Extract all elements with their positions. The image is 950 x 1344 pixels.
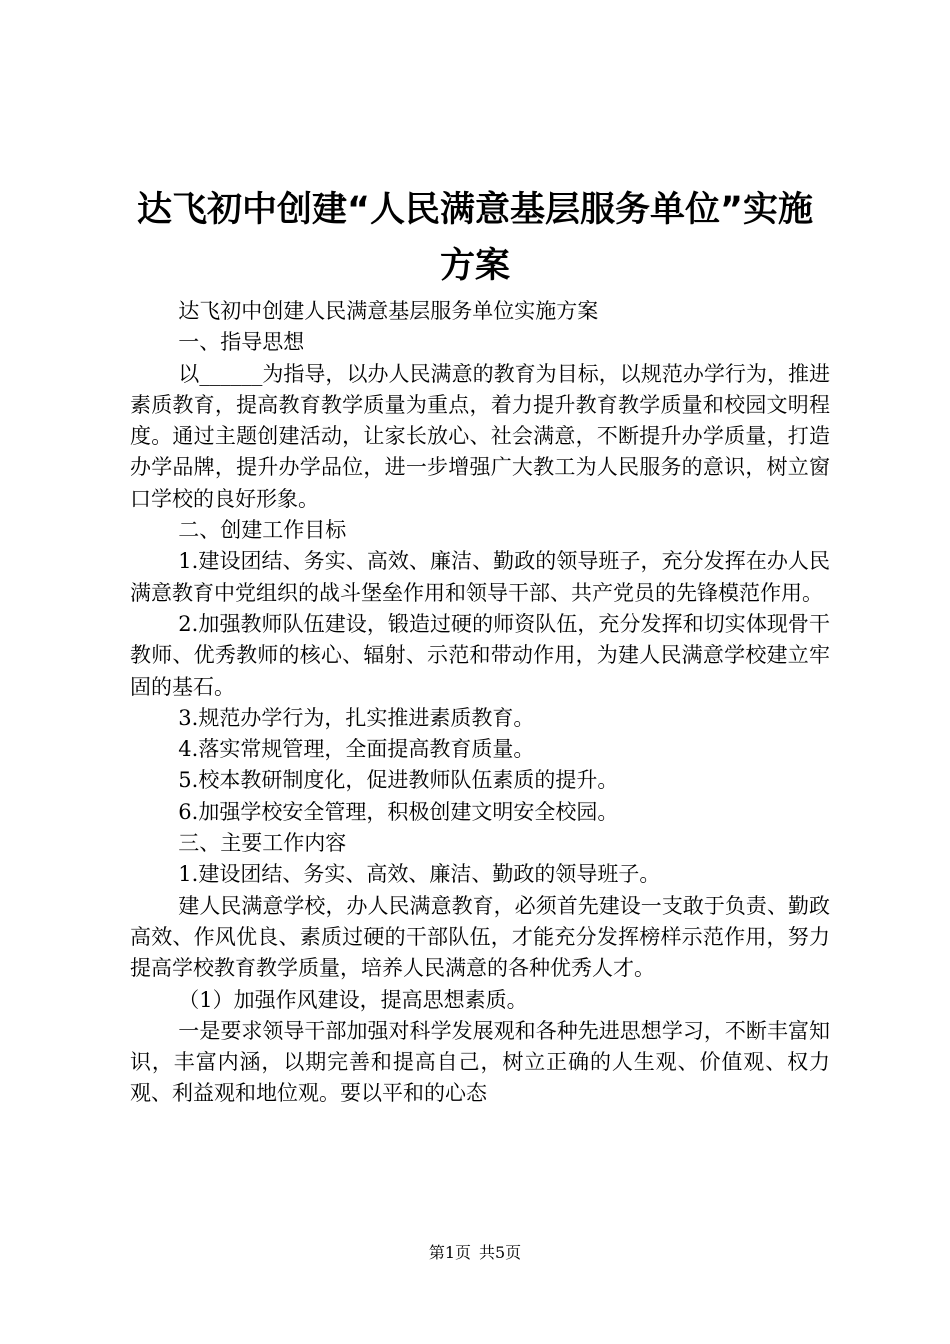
document-title-line-2: 方案 [439, 246, 510, 286]
list-item: 6.加强学校安全管理，积极创建文明安全校园。 [178, 799, 619, 824]
sub-heading: （1）加强作风建设，提高思想素质。 [178, 987, 528, 1012]
body-paragraph: 建人民满意学校，办人民满意教育，必须首先建设一支敢于负责、勤政高效、作风优良、素质过硬的干部队伍，才能充分发挥榜样示范作用，努力提高学校教育教学质量，培养人民满意的各种优秀人才。 [130, 893, 830, 981]
section-heading: 二、创建工作目标 [178, 518, 347, 543]
list-item: 2.加强教师队伍建设，锻造过硬的师资队伍，充分发挥和切实体现骨干教师、优秀教师的核心、辐射、示范和带动作用，为建人民满意学校建立牢固的基石。 [130, 611, 830, 699]
list-item: 4.落实常规管理，全面提高教育质量。 [178, 737, 535, 762]
page-total: 共5页 [479, 1243, 522, 1262]
body-paragraph: 以______为指导，以办人民满意的教育为目标，以规范办学行为，推进素质教育，提高教育教学质量为重点，着力提升教育教学质量和校园文明程度。通过主题创建活动，让家长放心、社会满意，不断提升办学质量，打造办学品牌，提升办学品位，进一步增强广大教工为人民服务的意识，树立窗口学校的良好形象。 [130, 361, 830, 511]
page-footer [0, 1242, 950, 1264]
section-heading: 一、指导思想 [178, 330, 305, 355]
list-item: 1.建设团结、务实、高效、廉洁、勤政的领导班子，充分发挥在办人民满意教育中党组织的战斗堡垒作用和领导干部、共产党员的先锋模范作用。 [130, 549, 830, 605]
body-paragraph: 一是要求领导干部加强对科学发展观和各种先进思想学习，不断丰富知识，丰富内涵，以期完善和提高自己，树立正确的人生观、价值观、权力观、利益观和地位观。要以平和的心态 [130, 1018, 830, 1106]
page-number: 第1页 [428, 1243, 471, 1262]
list-item: 3.规范办学行为，扎实推进素质教育。 [178, 705, 535, 730]
list-item: 1.建设团结、务实、高效、廉洁、勤政的领导班子。 [178, 862, 661, 887]
document-body [130, 296, 830, 1110]
list-item: 5.校本教研制度化，促进教师队伍素质的提升。 [178, 768, 619, 793]
section-heading: 三、主要工作内容 [178, 831, 347, 856]
document-title-line-1: 达飞初中创建“人民满意基层服务单位”实施 [136, 190, 813, 230]
subtitle-paragraph: 达飞初中创建人民满意基层服务单位实施方案 [178, 299, 599, 323]
